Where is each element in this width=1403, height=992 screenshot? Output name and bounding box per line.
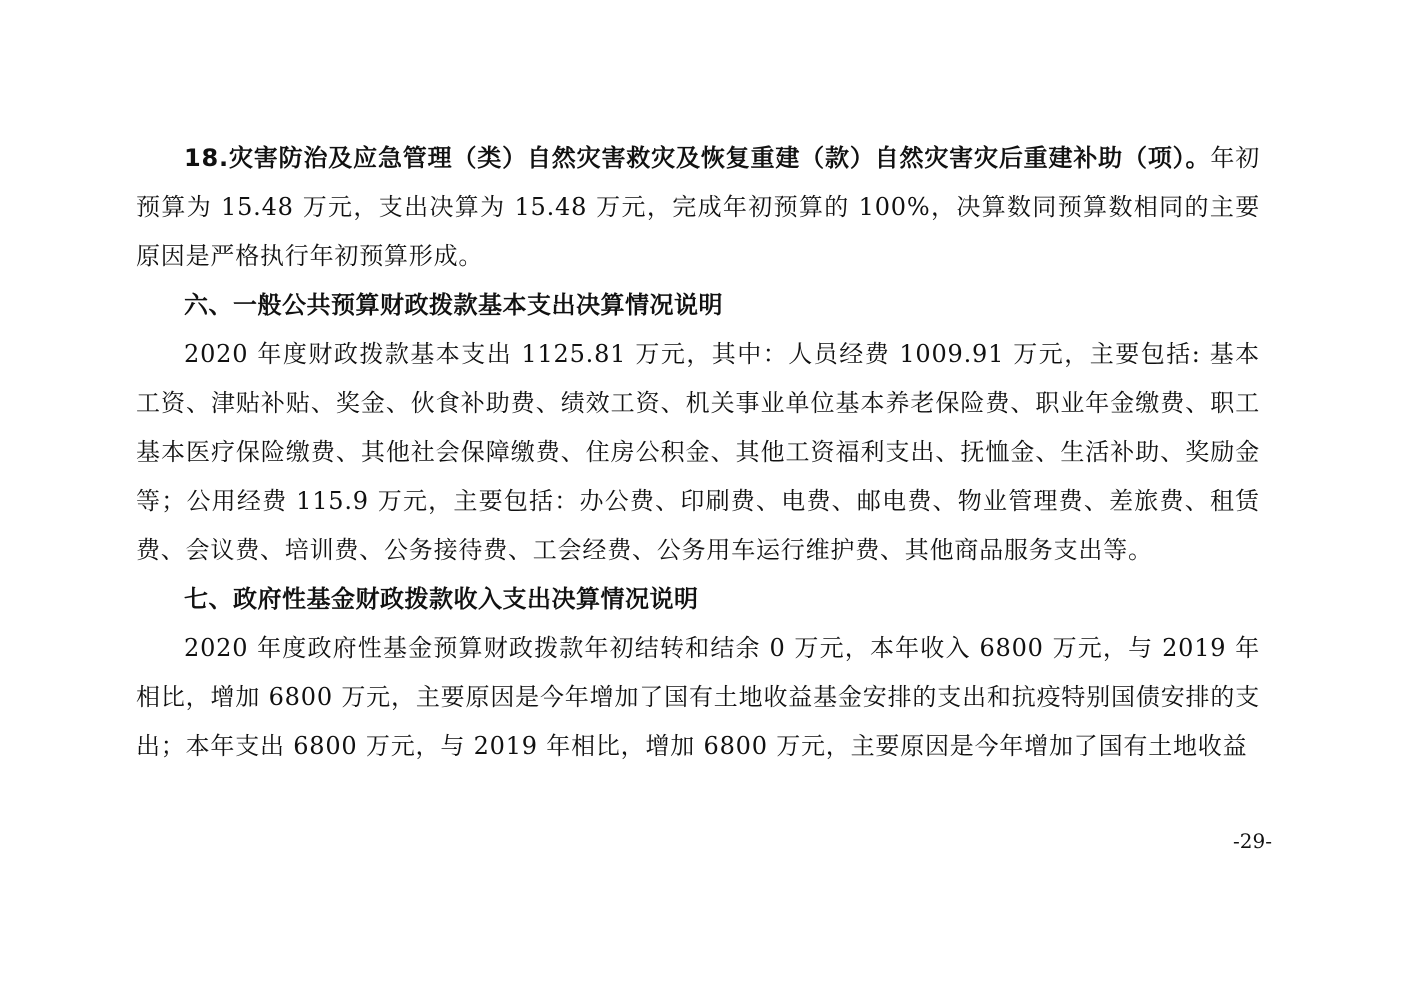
section-6-paragraph: 2020 年度财政拨款基本支出 1125.81 万元，其中：人员经费 1009.91 万元，主要包括: 基本工资、津贴补贴、奖金、伙食补助费、绩效工资、机关事业单位基本养老保险费、职业年金缴费、职工基本医疗保险缴费、其他社会保障缴费、住房公积金、其他工资福利支出、抚恤金、生活补助、奖励金等；公用经费 115.9 万元，主要包括：办公费、印刷费、电费、邮电费、物业管理费、差旅费、租赁费、会议费、培训费、公务接待费、工会经费、公务用车运行维护费、其他商品服务支出等。 xyxy=(136,340,1260,564)
document-body xyxy=(136,134,1260,771)
section-7-paragraph: 2020 年度政府性基金预算财政拨款年初结转和结余 0 万元，本年收入 6800 万元，与 2019 年相比，增加 6800 万元，主要原因是今年增加了国有土地收益基金安排的支出和抗疫特别国债安排的支出；本年支出 6800 万元，与 2019 年相比，增加 6800 万元，主要原因是今年增加了国有土地收益 xyxy=(136,634,1260,760)
item-18-paragraph xyxy=(136,134,1260,281)
section-7-heading: 七、政府性基金财政拨款收入支出决算情况说明 xyxy=(184,585,699,613)
page-number: -29- xyxy=(1233,829,1272,853)
section-6-heading: 六、一般公共预算财政拨款基本支出决算情况说明 xyxy=(184,291,723,319)
item-18-heading: 18.灾害防治及应急管理（类）自然灾害救灾及恢复重建（款）自然灾害灾后重建补助（项）。 xyxy=(184,144,1211,172)
item-18-text: 年初预算为 15.48 万元，支出决算为 15.48 万元，完成年初预算的 100%，决算数同预算数相同的主要原因是严格执行年初预算形成。 xyxy=(136,144,1260,270)
